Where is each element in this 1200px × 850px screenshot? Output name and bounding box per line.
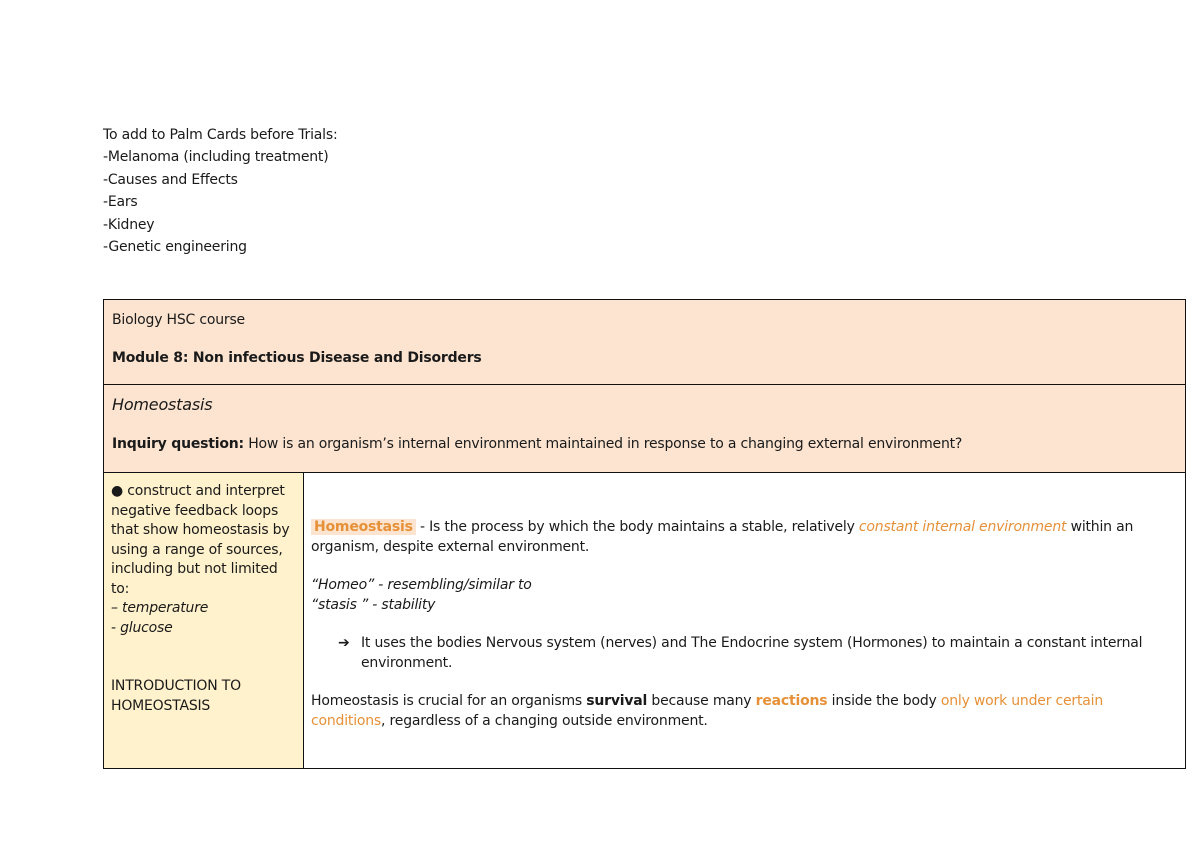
outcome-item-glucose: - glucose [111, 619, 173, 636]
arrow-bullet-icon: ➔ [338, 635, 350, 651]
importance-paragraph: Homeostasis is crucial for an organisms survival because many reactions inside the body only work under certain conditions, regardless of a changing outside environment. [311, 693, 1104, 729]
notes-content-cell [304, 473, 1186, 769]
syllabus-table [103, 299, 1186, 769]
term-highlight: Homeostasis [311, 519, 416, 535]
homeostasis-definition: Homeostasis - Is the process by which the body maintains a stable, relatively constant internal environment within an organism, despite external environment. [311, 519, 1134, 555]
notes-item: -Kidney [103, 216, 155, 233]
syllabus-outcome-cell [104, 473, 304, 769]
notes-item: -Genetic engineering [103, 239, 247, 256]
outcome-item-temperature: – temperature [111, 600, 209, 616]
inquiry-question [112, 435, 1177, 453]
inquiry-text: How is an organism’s internal environment maintained in response to a changing external environment? [243, 436, 963, 452]
highlighted-phrase: constant internal environment [858, 519, 1067, 535]
section-label: INTRODUCTION TO HOMEOSTASIS [111, 678, 241, 714]
topic-header-cell [104, 385, 1186, 473]
notes-heading: To add to Palm Cards before Trials: [103, 127, 338, 143]
keyword-survival: survival [586, 693, 648, 709]
outcome-text: ● construct and interpret negative feedback loops that show homeostasis by using a range of sources, including but not limited to: [111, 483, 290, 597]
palm-cards-notes [103, 124, 338, 258]
notes-item: -Causes and Effects [103, 171, 238, 188]
notes-item: -Ears [103, 194, 138, 211]
etymology [311, 576, 1155, 615]
topic-title: Homeostasis [112, 395, 213, 414]
inquiry-label: Inquiry question: [112, 436, 244, 452]
notes-item: -Melanoma (including treatment) [103, 149, 329, 166]
bullet-text: It uses the bodies Nervous system (nerves) and The Endocrine system (Hormones) to maintain a constant internal environment. [361, 635, 1143, 671]
keyword-reactions: reactions [755, 693, 828, 709]
course-title: Biology HSC course [112, 312, 245, 328]
course-header-cell [104, 300, 1186, 385]
bullet-point [311, 634, 1155, 673]
etymology-stasis: “stasis ” - stability [311, 596, 436, 613]
etymology-homeo: “Homeo” - resembling/similar to [311, 577, 532, 593]
module-title: Module 8: Non infectious Disease and Disorders [112, 350, 482, 366]
highlighted-conditions: only work under certain conditions [311, 693, 1104, 729]
